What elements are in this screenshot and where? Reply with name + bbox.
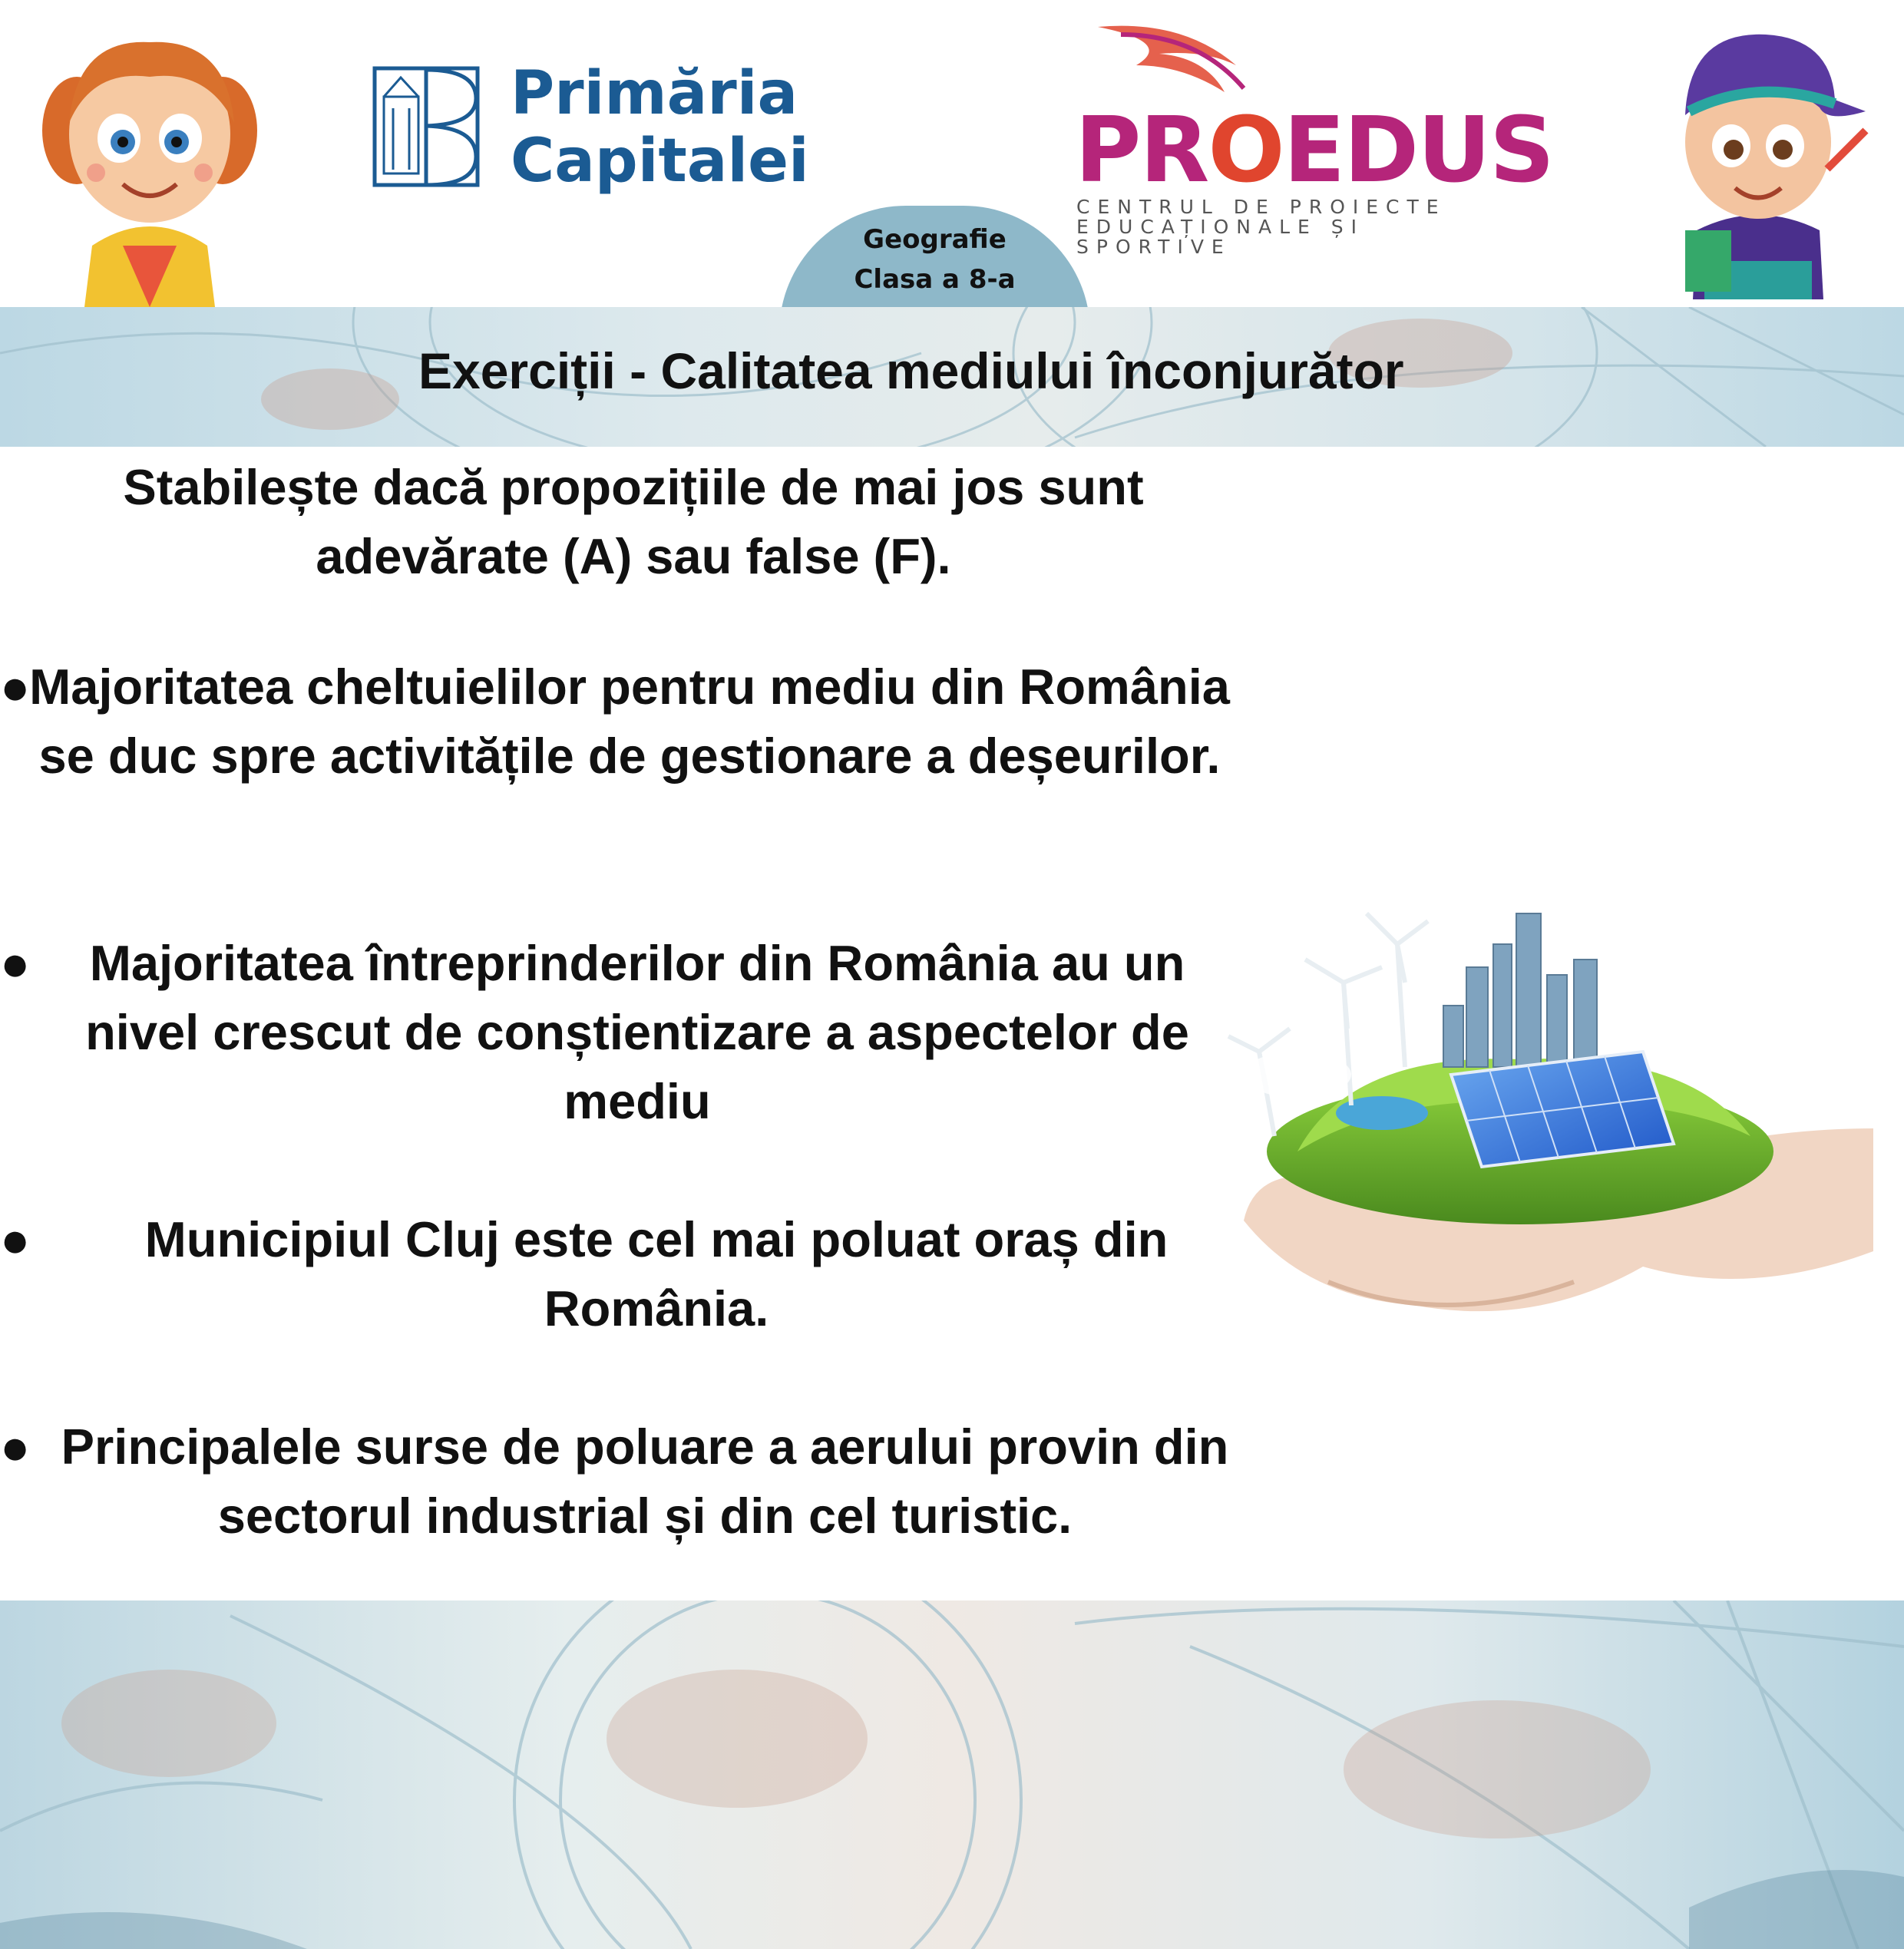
girl-mascot-icon [23, 15, 276, 307]
world-map-decoration [0, 1600, 1904, 1949]
header [0, 0, 1904, 307]
proedus-wordmark [1075, 97, 1554, 203]
boy-mascot-icon [1643, 15, 1873, 307]
proedus-edus: EDUS [1283, 97, 1554, 203]
bullet-icon: ● [0, 1419, 31, 1475]
list-item [0, 1205, 1259, 1343]
statement-4: Principalele surse de poluare a aerului provin din sectorul industrial și din cel turistic. [61, 1419, 1229, 1544]
page-title: Exerciții - Calitatea mediului înconjurător [418, 342, 1404, 399]
subject-name: Geografie [863, 224, 1007, 255]
grade-level: Clasa a 8-a [854, 264, 1016, 295]
list-item [0, 1412, 1259, 1551]
primaria-logo [372, 60, 825, 198]
bullet-icon: ● [0, 1211, 31, 1267]
list-item [0, 929, 1259, 1136]
proedus-subtitle: CENTRUL DE PROIECTE EDUCAȚIONALE ȘI SPORTIVE [1076, 196, 1446, 258]
list-item [0, 652, 1259, 791]
statement-2: Majoritatea întreprinderilor din România au un nivel crescut de conștientizare a aspectelor de mediu [85, 935, 1189, 1129]
footer-map-band [0, 1600, 1904, 1949]
primaria-logo-icon [372, 66, 480, 187]
bullet-icon: ● [0, 935, 31, 991]
instruction-text: Stabilește dacă propozițiile de mai jos sunt adevărate (A) sau false (F). [123, 459, 1144, 584]
primaria-line2: Capitalei [511, 127, 809, 196]
statement-1: Majoritatea cheltuielilor pentru mediu din România se duc spre activitățile de gestionare a deșeurilor. [29, 659, 1230, 784]
proedus-pr: PR [1075, 97, 1208, 203]
primaria-logo-text [511, 60, 809, 195]
statement-3: Municipiul Cluj este cel mai poluat oraș din România. [144, 1211, 1169, 1336]
proedus-o: O [1208, 97, 1284, 203]
primaria-line1: Primăria [511, 59, 798, 128]
green-energy-hands-icon [1213, 898, 1881, 1328]
proedus-logo [1067, 19, 1554, 258]
bullet-icon: ● [0, 659, 31, 715]
